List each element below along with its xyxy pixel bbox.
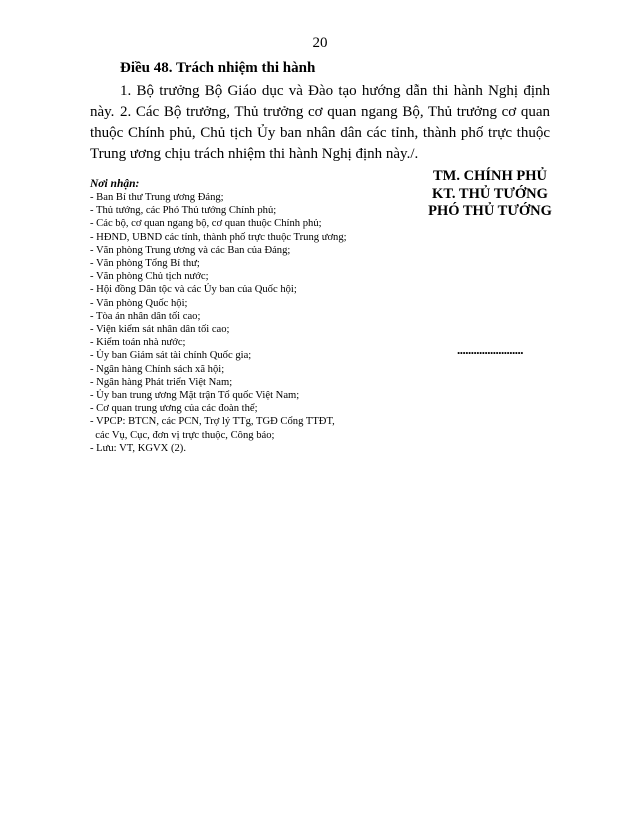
- recipient-item: - Ủy ban Giám sát tài chính Quốc gia;: [90, 350, 252, 362]
- page-number: 20: [312, 35, 328, 51]
- recipient-item: - Văn phòng Quốc hội;: [90, 297, 188, 309]
- recipient-item: - VPCP: BTCN, các PCN, Trợ lý TTg, TGĐ Cổng TTĐT,: [90, 416, 335, 428]
- signature-line-1: TM. CHÍNH PHỦ: [433, 168, 547, 184]
- article-heading: Điều 48. Trách nhiệm thi hành: [120, 60, 316, 76]
- recipient-item: - Ủy ban trung ương Mặt trận Tổ quốc Việt Nam;: [90, 390, 300, 402]
- recipient-item: - Văn phòng Trung ương và các Ban của Đảng;: [90, 244, 291, 256]
- recipient-item: - Thủ tướng, các Phó Thủ tướng Chính phủ;: [90, 205, 277, 217]
- recipient-item: - Viện kiểm sát nhân dân tối cao;: [90, 324, 230, 336]
- recipient-item: các Vụ, Cục, đơn vị trực thuộc, Công báo;: [90, 429, 275, 441]
- signature-line-3: PHÓ THỦ TƯỚNG: [428, 203, 552, 219]
- recipient-item: - Hội đồng Dân tộc và các Ủy ban của Quốc hội;: [90, 284, 297, 296]
- recipient-item: - Ban Bí thư Trung ương Đảng;: [90, 192, 224, 203]
- signature-block: [390, 168, 590, 221]
- signature-placeholder: ........................: [457, 342, 523, 357]
- recipient-item: - Lưu: VT, KGVX (2).: [90, 442, 186, 454]
- recipient-item: - Ngân hàng Phát triển Việt Nam;: [90, 376, 233, 388]
- recipient-item: - Các bộ, cơ quan ngang bộ, cơ quan thuộc Chính phủ;: [90, 218, 322, 230]
- recipient-item: - HĐND, UBND các tỉnh, thành phố trực thuộc Trung ương;: [90, 231, 347, 243]
- recipients-title: Nơi nhận:: [90, 178, 140, 190]
- recipient-item: - Cơ quan trung ương của các đoàn thể;: [90, 403, 258, 415]
- recipient-item: - Văn phòng Chủ tịch nước;: [90, 271, 209, 283]
- recipient-item: - Ngân hàng Chính sách xã hội;: [90, 363, 225, 375]
- recipients-block: [90, 178, 390, 455]
- recipient-item: - Kiểm toán nhà nước;: [90, 337, 186, 349]
- article-paragraph-1: 1. Bộ trưởng Bộ Giáo dục và Đào tạo hướng dẫn thi hành Nghị định này.: [90, 83, 550, 120]
- recipient-item: - Văn phòng Tổng Bí thư;: [90, 258, 200, 270]
- article-paragraph-2: 2. Các Bộ trưởng, Thủ trưởng cơ quan ngang Bộ, Thủ trưởng cơ quan thuộc Chính phủ, Chủ tịch Ủy ban nhân dân các tỉnh, thành phố trực thuộc Trung ương chịu trách nhiệm thi hành Nghị định này./.: [90, 104, 550, 162]
- signature-line-2: KT. THỦ TƯỚNG: [432, 185, 548, 202]
- recipient-item: - Tòa án nhân dân tối cao;: [90, 310, 201, 322]
- recipients-list: [90, 191, 390, 455]
